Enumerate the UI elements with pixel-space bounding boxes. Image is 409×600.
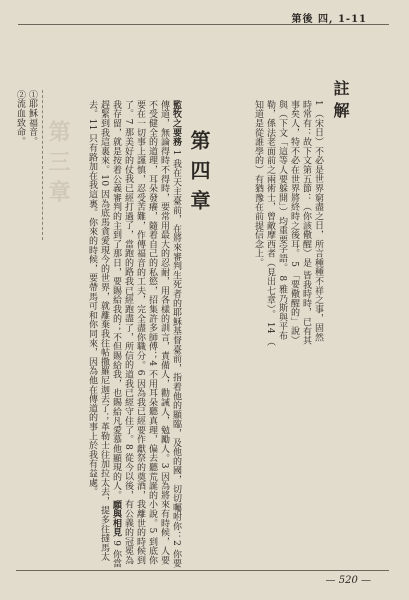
main-text [76,100,182,570]
section-heading-2: 願與相見 [111,499,121,538]
footnote-2: ②流血致命。 [15,90,25,146]
footnote-divider [42,90,43,240]
faded-watermark: 第三章 [45,120,71,210]
header-rule [18,24,389,25]
running-header: 第後 四, 1-11 [291,14,367,25]
page-number: — 520 — [325,575,371,586]
chapter-title: 第四章 [187,130,211,220]
main-paragraph-1: 1 我在天主臺前，在將來審判生死者的耶穌基督臺前，指着他的顯臨，及他的國，切切囑咐你：2 你要傳道，無論得時不得時，要常用最大的忍耐，用各樣的訓言，責備人，勸誡人，勉勵人。3 因為將來有時候，人要不受健全的道理，耳朵發癢，隨着自己的私慾，招集許多師傅；4 不用耳朵聽真理，偏去聽荒誕的小說。5 到底你要在一切事上謹慎，忍受苦難，作傳福音的工夫，完全盡你職分。6 因為我已經要作獻祭的奠酒，我離世的時候到了。7 那美好的仗我已經打過了，當跑的路我已經跑盡了，所信的道我已經守住了。8 從今以後，有公義的冠冕為我存留，就是按着公義審判的主到了那日，要賜給我的；不但賜給我，也賜給凡愛慕他顯現的人。 [111,100,181,568]
main-paragraph-2: 9 你當趕緊到我這裏來。10 因為底馬貪愛現今的世界，就離棄我往帖撒羅尼迦去了；革勒士往加拉太去，提多往撻馬太去。11 只有路加在我這裏。你來的時候，要帶馬可和你同來，因為他在傳道的事上於我有益處。 [87,100,121,569]
notes-body: 1 （宋日）不必是世界窮盡之日，所言種種不祥之事，固然時常有：故下文第五節：（你該儆醒）是 皆我時時，已有其事矣人，特不必在世界將終時之後耳。 5 「要儆醒的」說）與（下文「這等人要躲開」）均重要字語。 8 雅乃斯與平布勒，係法老面前之兩術士，曾敵摩西者（見出七章）。 14 （ 知道是從誰學的）有猶豫在前提信念上。 [253,100,323,350]
footnotes [15,90,38,200]
footnote-1: ①耶穌福音。 [27,90,37,146]
footer-rule [16,570,389,571]
section-heading-1: 監牧之要務 [171,100,181,147]
notes-title: 註解 [331,80,350,124]
